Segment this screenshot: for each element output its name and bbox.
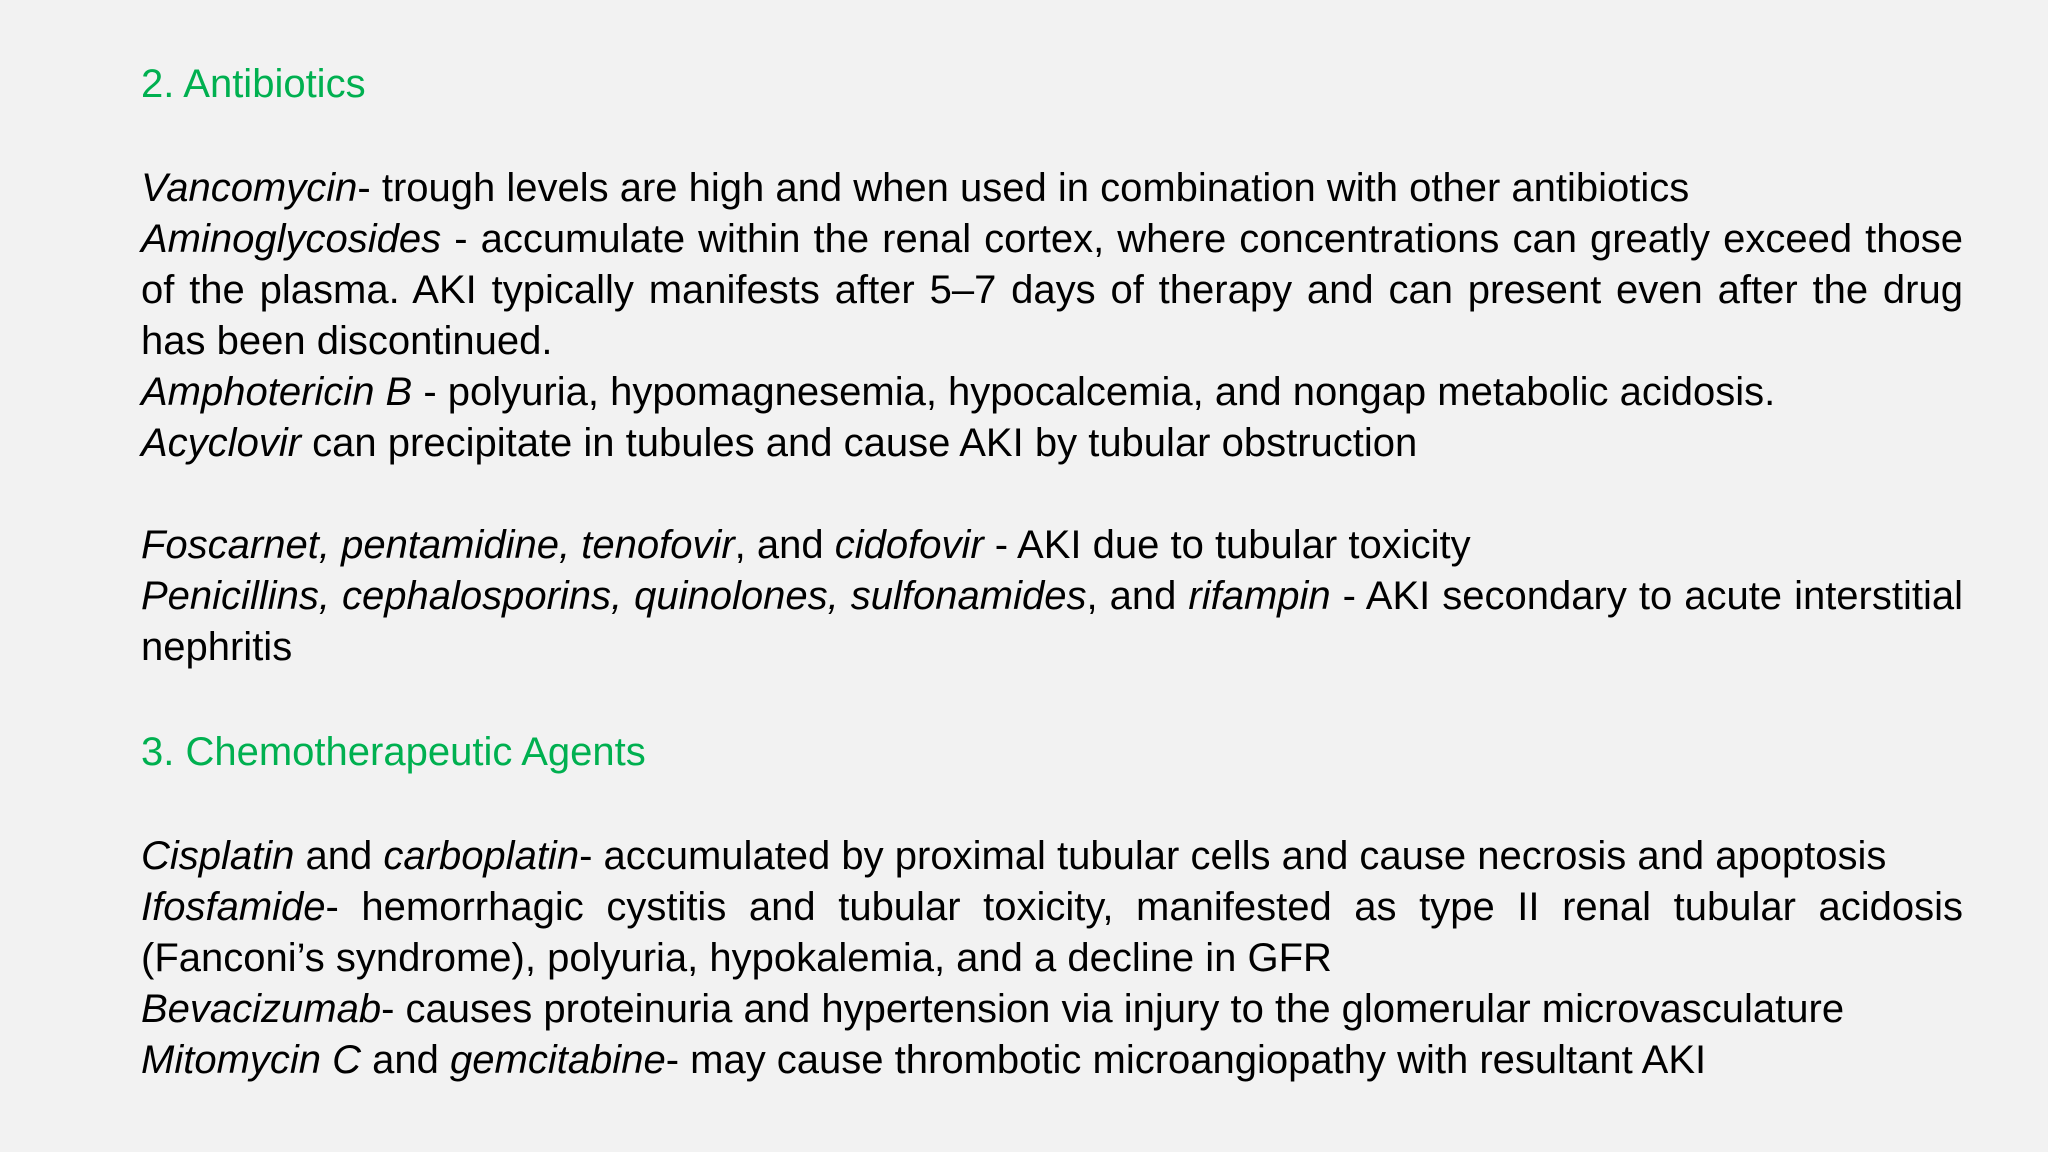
drug-entry-penicillins-group — [141, 571, 1963, 673]
drug-description: - may cause thrombotic microangiopathy with resultant AKI — [665, 1038, 1707, 1082]
drug-entry-aminoglycosides — [141, 214, 1963, 367]
drug-description: - causes proteinuria and hypertension via injury to the glomerular microvasculature — [381, 987, 1845, 1031]
drug-entry-vancomycin — [141, 163, 1963, 214]
drug-description: - trough levels are high and when used in combination with other antibiotics — [357, 166, 1690, 210]
drug-name: Aminoglycosides — [141, 217, 442, 261]
spacer — [141, 780, 1963, 831]
drug-description: - accumulated by proximal tubular cells and cause necrosis and apoptosis — [579, 834, 1887, 878]
section-heading-chemotherapeutic-agents: 3. Chemotherapeutic Agents — [141, 730, 646, 774]
drug-description: - polyuria, hypomagnesemia, hypocalcemia, and nongap metabolic acidosis. — [412, 370, 1776, 414]
spacer — [141, 112, 1963, 163]
section-heading-antibiotics: 2. Antibiotics — [141, 62, 366, 106]
drug-entry-acyclovir — [141, 418, 1963, 469]
drug-entry-bevacizumab — [141, 984, 1963, 1035]
drug-description: can precipitate in tubules and cause AKI by tubular obstruction — [301, 421, 1418, 465]
conjunction: , and — [1086, 574, 1189, 618]
drug-name: rifampin — [1188, 574, 1331, 618]
conjunction: , and — [734, 523, 835, 567]
drug-entry-mitomycin-gemcitabine — [141, 1035, 1963, 1086]
slide-content — [141, 56, 1963, 1086]
drug-name: Cisplatin — [141, 834, 295, 878]
conjunction: and — [361, 1038, 450, 1082]
conjunction: and — [294, 834, 384, 878]
drug-description: - hemorrhagic cystitis and tubular toxicity, manifested as type II renal tubular acidosis (Fanconi’s syndrome), polyuria, hypokalemia, and a decline in GFR — [141, 885, 1963, 980]
drug-name: gemcitabine — [450, 1038, 666, 1082]
spacer — [141, 673, 1963, 724]
drug-names: Foscarnet, pentamidine, tenofovir — [141, 523, 735, 567]
drug-entry-foscarnet-group — [141, 520, 1963, 571]
drug-name: carboplatin — [383, 834, 580, 878]
drug-name: Acyclovir — [141, 421, 302, 465]
drug-name: Mitomycin C — [141, 1038, 362, 1082]
drug-name: Vancomycin — [141, 166, 358, 210]
drug-description: - AKI due to tubular toxicity — [983, 523, 1471, 567]
drug-description: - AKI secondary to acute interstitial nephritis — [141, 574, 1964, 669]
drug-entry-ifosfamide — [141, 882, 1963, 984]
drug-description: - accumulate within the renal cortex, where concentrations can greatly exceed those of the plasma. AKI typically manifests after 5–7 days of therapy and can present even after the drug has been discontinued. — [141, 217, 1963, 363]
drug-entry-cisplatin-carboplatin — [141, 831, 1963, 882]
drug-name: cidofovir — [834, 523, 984, 567]
drug-name: Bevacizumab — [141, 987, 382, 1031]
drug-entry-amphotericin-b — [141, 367, 1963, 418]
spacer — [141, 469, 1963, 520]
drug-names: Penicillins, cephalosporins, quinolones, sulfonamides — [141, 574, 1087, 618]
drug-name: Ifosfamide — [141, 885, 326, 929]
drug-name: Amphotericin B — [141, 370, 413, 414]
